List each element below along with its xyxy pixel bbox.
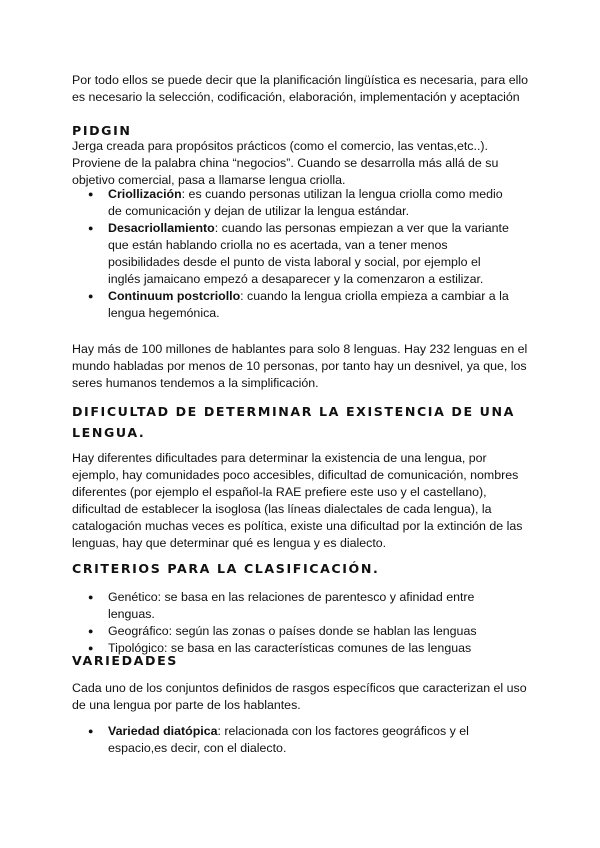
bullet-icon: ● (88, 592, 94, 602)
list-item-desc: : cuando las personas empiezan a ver que la variante que están hablando criolla no es acertada, van a tener menos posibilidades desde el punto de vista laboral y social, por ejemplo el inglés jamaicano empezó a desaparecer y la comenzaron a estilizar. (108, 221, 509, 286)
list-item (72, 723, 512, 757)
dificultad-paragraph: Hay diferentes dificultades para determinar la existencia de una lengua, por ejemplo, hay comunidades poco accesibles, dificultad de comunicación, nombres diferentes (por ejemplo el español-la RAE prefiere este uso y el castellano), dificultad de establecer la isoglosa (las líneas dialectales de cada lengua), la catalogación muchas veces es política, existe una dificultad por la extinción de las lenguas, hay que determinar qué es lengua y es dialecto. (72, 451, 523, 550)
bullet-icon: ● (88, 726, 94, 736)
list-item-term: Criollización (108, 187, 182, 201)
intro-paragraph: Por todo ellos se puede decir que la planificación lingüística es necesaria, para ello es necesario la selección, codificación, elaboración, implementación y aceptación (72, 73, 528, 104)
bullet-icon: ● (88, 626, 94, 636)
list-item-desc: : relacionada con los factores geográficos y el espacio,es decir, con el dialecto. (108, 724, 469, 755)
criterios-heading: CRITERIOS PARA LA CLASIFICACIÓN. (72, 561, 380, 576)
list-item (72, 288, 512, 322)
list-item-desc: : es cuando personas utilizan la lengua criolla como medio de comunicación y dejan de utilizar la lengua estándar. (108, 187, 503, 218)
list-item-text: Tipológico: se basa en las características comunes de las lenguas (108, 641, 472, 655)
speakers-paragraph: Hay más de 100 millones de hablantes para solo 8 lenguas. Hay 232 lenguas en el mundo habladas por menos de 10 personas, por tanto hay un desnivel, ya que, los seres humanos tendemos a la simplificación. (72, 342, 528, 390)
bullet-icon: ● (88, 291, 94, 301)
list-item-desc: : cuando la lengua criolla empieza a cambiar a la lengua hegemónica. (108, 289, 509, 320)
bullet-icon: ● (88, 189, 94, 199)
variedades-heading: VARIEDADES (72, 653, 178, 668)
list-item (72, 220, 512, 288)
bullet-icon: ● (88, 223, 94, 233)
variedades-list (72, 723, 512, 757)
list-item (72, 623, 512, 640)
criterios-list (72, 589, 512, 657)
list-item-text: Geográfico: según las zonas o países donde se hablan las lenguas (108, 624, 477, 638)
dificultad-heading: DIFICULTAD DE DETERMINAR LA EXISTENCIA DE UNA LENGUA. (72, 404, 515, 440)
list-item (72, 589, 512, 623)
bullet-icon: ● (88, 643, 94, 653)
list-item-text: Genético: se basa en las relaciones de parentesco y afinidad entre lenguas. (108, 590, 475, 621)
list-item-term: Desacriollamiento (108, 221, 215, 235)
pidgin-heading: PIDGIN (72, 123, 132, 138)
list-item (72, 186, 512, 220)
pidgin-list (72, 186, 512, 322)
pidgin-paragraph: Jerga creada para propósitos prácticos (como el comercio, las ventas,etc..). Proviene de la palabra china “negocios”. Cuando se desarrolla más allá de su objetivo comercial, pasa a llamarse lengua criolla. (72, 139, 499, 187)
variedades-paragraph: Cada uno de los conjuntos definidos de rasgos específicos que caracterizan el uso de una lengua por parte de los hablantes. (72, 681, 527, 712)
list-item-term: Continuum postcriollo (108, 289, 241, 303)
list-item-term: Variedad diatópica (108, 724, 218, 738)
